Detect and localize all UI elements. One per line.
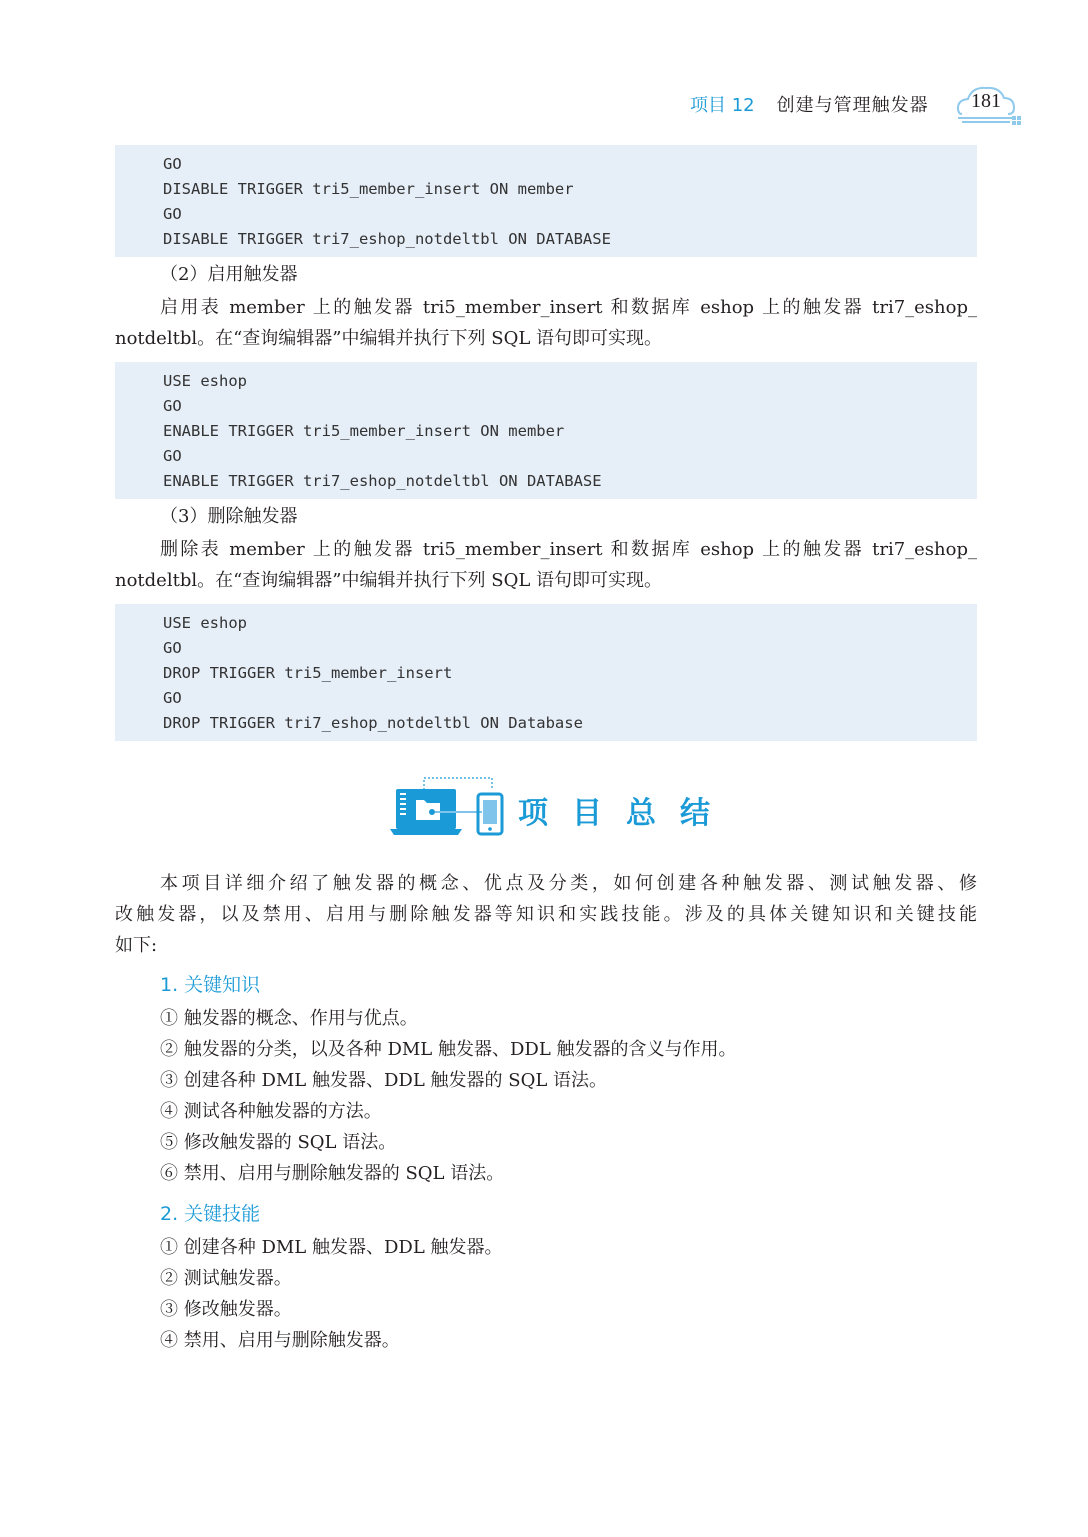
- knowledge-item: ② 触发器的分类，以及各种 DML 触发器、DDL 触发器的含义与作用。: [160, 1039, 737, 1060]
- skills-heading: 2. 关键技能: [160, 1203, 261, 1225]
- summary-intro-line-3: 如下:: [115, 935, 158, 956]
- code-line: GO: [163, 447, 182, 465]
- delete-heading: （3）删除触发器: [160, 506, 298, 527]
- summary-intro-line-1: 本项目详细介绍了触发器的概念、优点及分类，如何创建各种触发器、测试触发器、修: [160, 873, 977, 894]
- code-line: GO: [163, 155, 182, 173]
- code-line: ENABLE TRIGGER tri5_member_insert ON member: [163, 422, 565, 440]
- summary-title: 项目总结: [518, 796, 734, 831]
- page-number: 181: [971, 90, 1001, 112]
- page-number-badge: [956, 84, 1022, 130]
- code-line: DISABLE TRIGGER tri7_eshop_notdeltbl ON DATABASE: [163, 230, 611, 248]
- running-header: [690, 86, 929, 122]
- knowledge-item: ③ 创建各种 DML 触发器、DDL 触发器的 SQL 语法。: [160, 1070, 608, 1091]
- summary-intro-line-2: 改触发器，以及禁用、启用与删除触发器等知识和实践技能。涉及的具体关键知识和关键技能: [115, 904, 977, 925]
- code-line: DROP TRIGGER tri5_member_insert: [163, 664, 453, 682]
- header-project: 项目 12: [690, 95, 755, 116]
- delete-text-line-2: notdeltbl。在“查询编辑器”中编辑并执行下列 SQL 语句即可实现。: [115, 570, 662, 591]
- code-line: DISABLE TRIGGER tri5_member_insert ON member: [163, 180, 574, 198]
- code-line: ENABLE TRIGGER tri7_eshop_notdeltbl ON DATABASE: [163, 472, 602, 490]
- knowledge-item: ④ 测试各种触发器的方法。: [160, 1101, 382, 1122]
- skills-item: ④ 禁用、启用与删除触发器。: [160, 1330, 400, 1351]
- header-title: 创建与管理触发器: [776, 95, 929, 116]
- summary-banner: [390, 776, 734, 840]
- code-line: DROP TRIGGER tri7_eshop_notdeltbl ON Database: [163, 714, 583, 732]
- knowledge-item: ① 触发器的概念、作用与优点。: [160, 1008, 418, 1029]
- laptop-phone-sync-icon: [390, 776, 510, 840]
- skills-item: ① 创建各种 DML 触发器、DDL 触发器。: [160, 1237, 503, 1258]
- code-line: GO: [163, 205, 182, 223]
- code-line: USE eshop: [163, 372, 247, 390]
- code-block-disable: [115, 145, 977, 257]
- code-line: GO: [163, 639, 182, 657]
- skills-item: ③ 修改触发器。: [160, 1299, 292, 1320]
- code-line: USE eshop: [163, 614, 247, 632]
- enable-heading: （2）启用触发器: [160, 264, 298, 285]
- code-block-drop: [115, 604, 977, 741]
- enable-text-line-1: 启用表 member 上的触发器 tri5_member_insert 和数据库 eshop 上的触发器 tri7_eshop_: [160, 297, 977, 318]
- knowledge-item: ⑥ 禁用、启用与删除触发器的 SQL 语法。: [160, 1163, 505, 1184]
- code-line: GO: [163, 689, 182, 707]
- knowledge-item: ⑤ 修改触发器的 SQL 语法。: [160, 1132, 397, 1153]
- enable-text-line-2: notdeltbl。在“查询编辑器”中编辑并执行下列 SQL 语句即可实现。: [115, 328, 662, 349]
- knowledge-heading: 1. 关键知识: [160, 974, 261, 996]
- code-block-enable: [115, 362, 977, 499]
- code-line: GO: [163, 397, 182, 415]
- skills-item: ② 测试触发器。: [160, 1268, 292, 1289]
- delete-text-line-1: 删除表 member 上的触发器 tri5_member_insert 和数据库 eshop 上的触发器 tri7_eshop_: [160, 539, 977, 560]
